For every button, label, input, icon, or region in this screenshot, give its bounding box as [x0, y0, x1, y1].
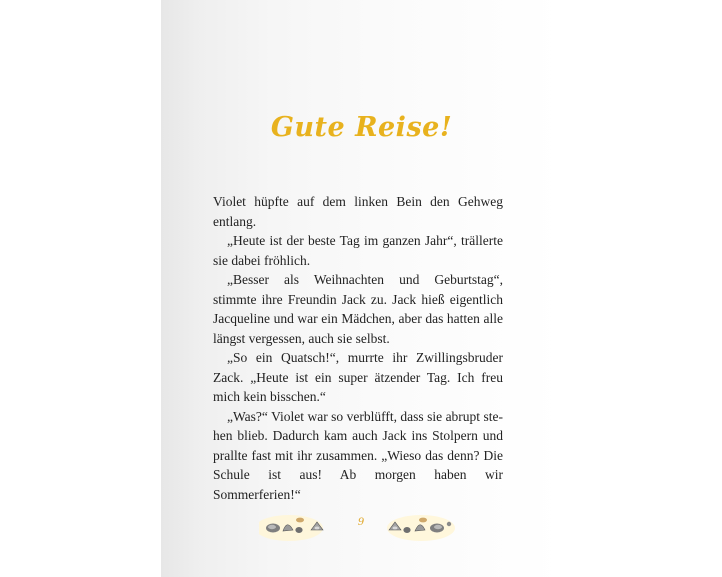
paragraph: „Heute ist der beste Tag im ganzen Jahr“, trällerte sie dabei fröhlich. — [213, 233, 503, 268]
left-shells-illustration — [259, 510, 333, 542]
page-number: 9 — [357, 517, 365, 528]
paragraph: „So ein Quatsch!“, murrte ihr Zwillingsbruder Zack. „Heute ist ein super ätzender Tag. Ich freu mich kein bisschen.“ — [213, 350, 503, 404]
book-page — [161, 0, 562, 577]
page-footer — [161, 510, 562, 542]
chapter-body-text — [213, 192, 503, 504]
chapter-title: Gute Reise! — [270, 112, 453, 143]
paragraph: „Besser als Weihnachten und Geburtstag“, stimmte ihre Freundin Jack zu. Jack hieß eigentlich Jacqueline und war ein Mädchen, aber das hatten alle längst vergessen, auch sie selbst. — [213, 272, 503, 346]
paragraph: Violet hüpfte auf dem linken Bein den Gehweg entlang. — [213, 194, 503, 229]
paragraph: „Was?“ Violet war so verblüfft, dass sie abrupt stehen blieb. Dadurch kam auch Jack ins Stolpern und prallte fast mit ihr zusammen. „Wieso das denn? Die Schule ist aus! Ab morgen haben wir Sommerferien!“ — [213, 408, 503, 502]
right-shells-illustration — [383, 510, 457, 542]
